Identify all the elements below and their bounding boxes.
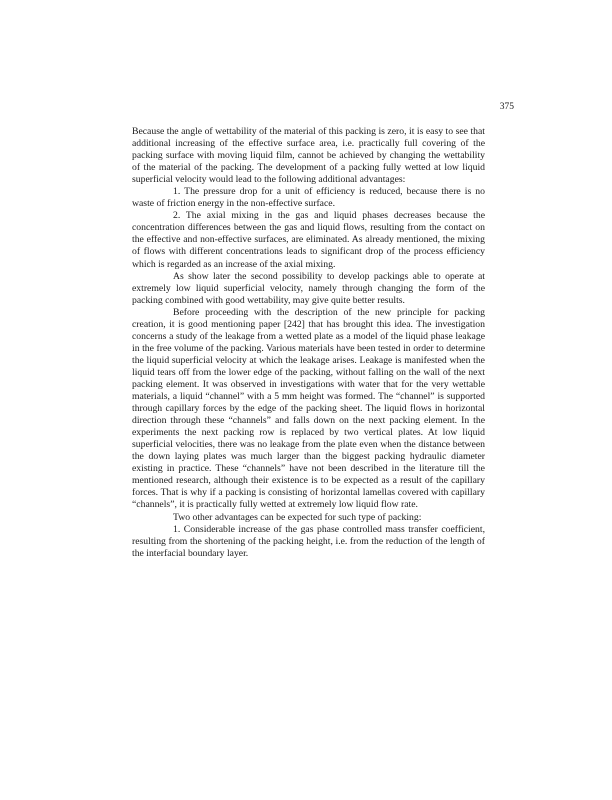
paragraph: Two other advantages can be expected for such type of packing:: [173, 511, 422, 523]
paragraph: Before proceeding with the description of the new principle for packing creation, it is good mentioning paper [242] that has brought this idea. The investigation concerns a study of the leakage from a wetted plate as a model of the liquid phase leakage in the free volume of the packing. Various materials have been tested in order to determine the liquid superficial velocity at which the leakage arises. Leakage is manifested when the liquid tears off from the lower edge of the packing, without falling on the wall of the next packing element. It was observed in investigations with water that for the very wettable materials, a liquid “channel” with a 5 mm height was formed. The “channel” is supported through capillary forces by the edge of the packing sheet. The liquid flows in horizontal direction through these “channels” and falls down on the next packing element. In the experiments the next packing row is replaced by two vertical plates. At low liquid superficial velocities, there was no leakage from the plate even when the distance between the down laying plates was much larger than the biggest packing hydraulic diameter existing in practice. These “channels” have not been described in the literature till the mentioned research, although their existence is to be expected as a result of the capillary forces. That is why if a packing is consisting of horizontal lamellas covered with capillary “channels”, it is practically fully wetted at extremely low liquid flow rate.: [132, 306, 485, 511]
body-text: [132, 126, 485, 560]
paragraph: Because the angle of wettability of the material of this packing is zero, it is easy to see that additional increasing of the effective surface area, i.e. practically full covering of the packing surface with moving liquid film, cannot be achieved by changing the wettability of the material of the packing. The development of a packing fully wetted at low liquid superficial velocity would lead to the following additional advantages:: [132, 126, 485, 186]
paragraph: As show later the second possibility to develop packings able to operate at extremely low liquid superficial velocity, namely through changing the form of the packing combined with good wettability, may give quite better results.: [132, 270, 485, 306]
paragraph: 2. The axial mixing in the gas and liquid phases decreases because the concentration differences between the gas and liquid flows, resulting from the contact on the effective and non-effective surfaces, are eliminated. As already mentioned, the mixing of flows with different concentrations leads to significant drop of the process efficiency which is regarded as an increase of the axial mixing.: [132, 210, 485, 270]
paragraph: 1. Considerable increase of the gas phase controlled mass transfer coefficient, resulting from the shortening of the packing height, i.e. from the reduction of the length of the interfacial boundary layer.: [132, 523, 485, 559]
paragraph: 1. The pressure drop for a unit of efficiency is reduced, because there is no waste of friction energy in the non-effective surface.: [132, 186, 485, 210]
page-number: 375: [499, 102, 514, 112]
